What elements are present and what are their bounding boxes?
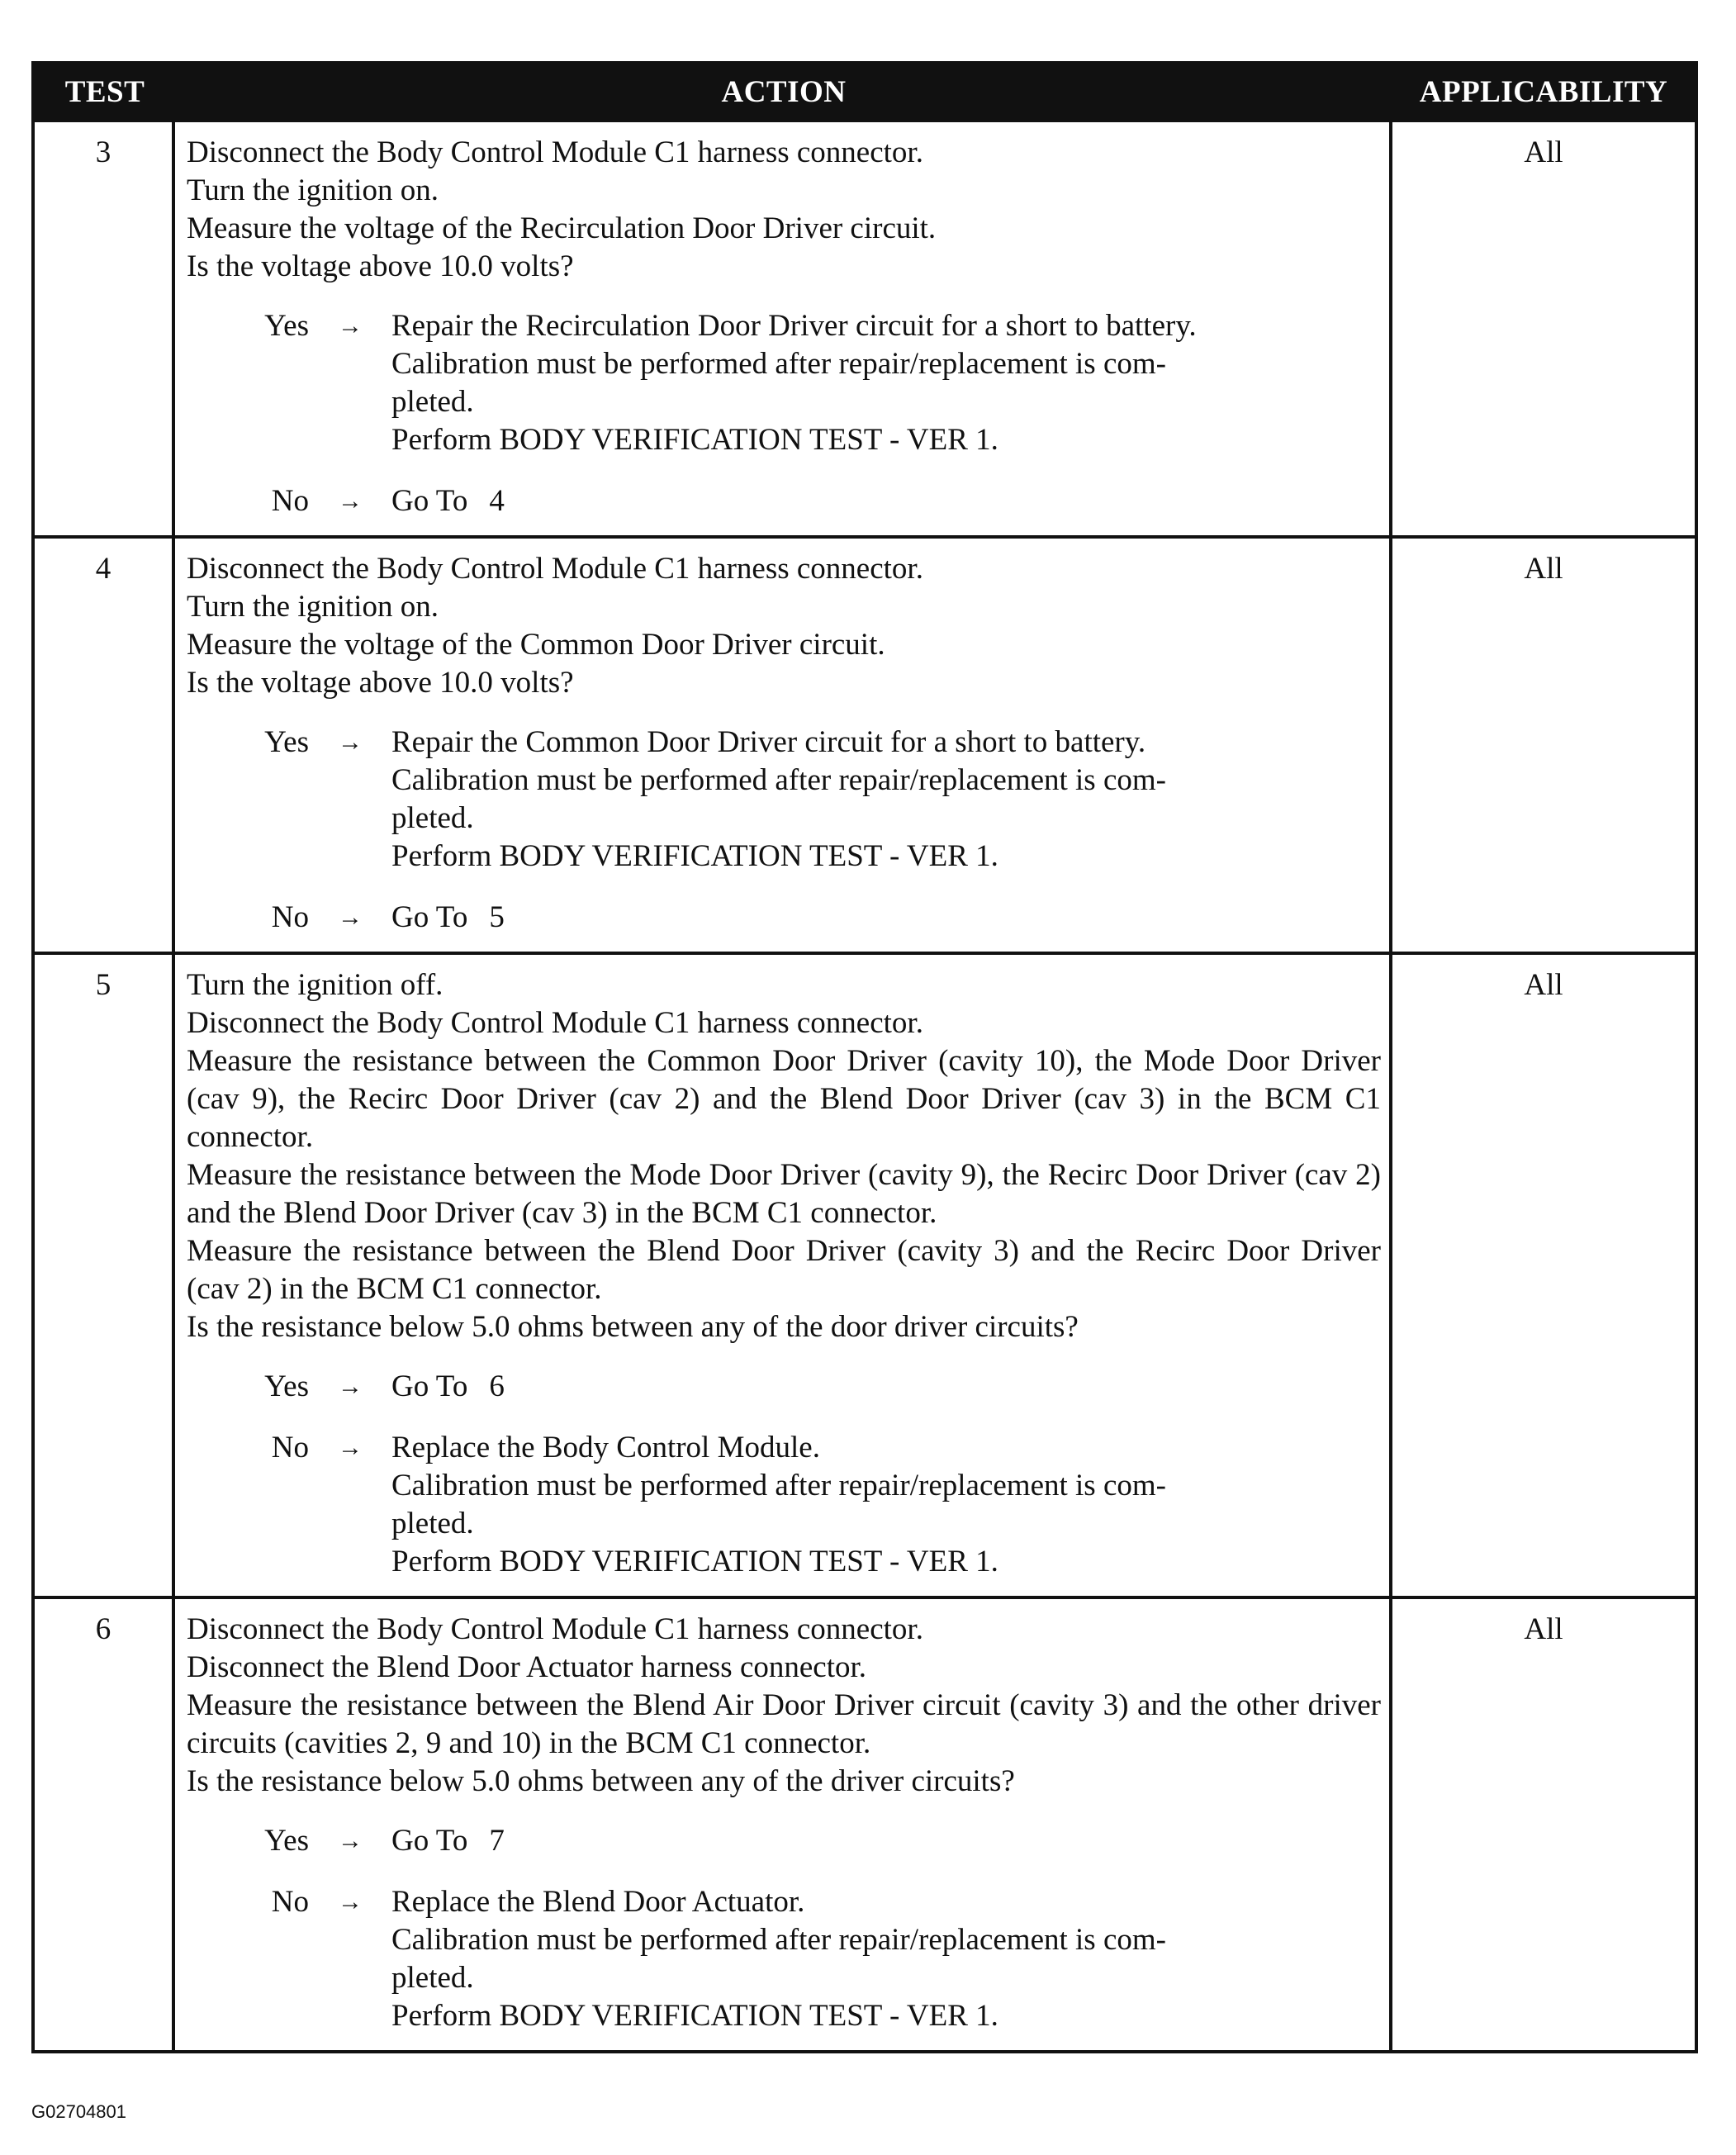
applicability-value: All	[1524, 968, 1563, 1002]
header-action: ACTION	[721, 74, 847, 109]
answer-no	[187, 1429, 1381, 1581]
answer-line: Perform BODY VERIFICATION TEST - VER 1.	[391, 1545, 998, 1578]
test-number: 3	[35, 122, 175, 535]
answer-text	[391, 1429, 1381, 1581]
diagnostic-table	[31, 61, 1698, 2053]
applicability-value: All	[1524, 135, 1563, 169]
goto-number: 6	[489, 1369, 505, 1403]
step-list	[187, 955, 1381, 1346]
goto-label: Go To	[391, 484, 468, 518]
answer-list	[187, 1801, 1381, 2050]
step: Disconnect the Body Control Module C1 harness connector.	[187, 135, 923, 169]
arrow-right-icon: →	[338, 1827, 363, 1854]
answer-yes	[187, 1368, 1381, 1406]
answer-no	[187, 1883, 1381, 2035]
answer-list	[187, 1346, 1381, 1596]
answer-yes	[187, 724, 1381, 876]
answer-line: Replace the Body Control Module.	[391, 1431, 820, 1464]
answer-line: pleted.	[391, 1507, 474, 1540]
answer-line: pleted.	[391, 1961, 474, 1995]
arrow-right-icon: →	[338, 729, 363, 756]
answer-label: Yes	[264, 1824, 309, 1858]
step-list	[187, 539, 1381, 702]
table-row	[35, 535, 1695, 952]
answer-yes	[187, 307, 1381, 459]
answer-line: Calibration must be performed after repair/replacement is com-	[391, 1923, 1166, 1957]
goto-label: Go To	[391, 1824, 468, 1858]
answer-line: Perform BODY VERIFICATION TEST - VER 1.	[391, 1999, 998, 2033]
step: Is the voltage above 10.0 volts?	[187, 666, 574, 700]
test-number: 4	[35, 539, 175, 952]
answer-no	[187, 899, 1381, 937]
arrow-right-icon: →	[338, 904, 363, 931]
answer-label: No	[271, 1885, 309, 1919]
step: Measure the resistance between the Blend Air Door Driver circuit (cavity 3) and the other driver circuits (cavities 2, 9 and 10) in the BCM C1 connector.	[187, 1688, 1381, 1760]
table-row	[35, 1596, 1695, 2050]
goto-link[interactable]	[391, 1368, 1381, 1406]
step-list	[187, 1599, 1381, 1801]
goto-label: Go To	[391, 1369, 468, 1403]
answer-line: pleted.	[391, 385, 474, 419]
step: Measure the resistance between the Blend Door Driver (cavity 3) and the Recirc Door Driver (cav 2) in the BCM C1 connector.	[187, 1234, 1381, 1306]
arrow-right-icon: →	[338, 1373, 363, 1400]
step: Measure the voltage of the Recirculation Door Driver circuit.	[187, 211, 937, 245]
answer-line: pleted.	[391, 801, 474, 835]
answer-label: Yes	[264, 1369, 309, 1403]
applicability-value: All	[1524, 1612, 1563, 1646]
step: Disconnect the Body Control Module C1 harness connector.	[187, 1006, 923, 1040]
step: Measure the voltage of the Common Door Driver circuit.	[187, 628, 885, 662]
answer-label: Yes	[264, 309, 309, 343]
test-number: 6	[35, 1599, 175, 2050]
action-cell	[175, 539, 1392, 952]
answer-line: Perform BODY VERIFICATION TEST - VER 1.	[391, 423, 998, 457]
answer-text	[391, 307, 1381, 459]
answer-line: Calibration must be performed after repair/replacement is com-	[391, 763, 1166, 797]
goto-link[interactable]	[391, 1822, 1381, 1860]
table-row	[35, 119, 1695, 535]
arrow-right-icon: →	[338, 1434, 363, 1461]
answer-list	[187, 286, 1381, 535]
table-header	[35, 64, 1695, 119]
action-cell	[175, 955, 1392, 1596]
applicability-value: All	[1524, 552, 1563, 586]
answer-label: No	[271, 1431, 309, 1464]
step: Disconnect the Body Control Module C1 harness connector.	[187, 552, 923, 586]
figure-id: G02704801	[31, 2101, 126, 2122]
answer-no	[187, 482, 1381, 520]
answer-line: Perform BODY VERIFICATION TEST - VER 1.	[391, 839, 998, 873]
arrow-right-icon: →	[338, 312, 363, 339]
action-cell	[175, 122, 1392, 535]
answer-list	[187, 702, 1381, 952]
header-test: TEST	[64, 74, 145, 109]
answer-text	[391, 1883, 1381, 2035]
goto-link[interactable]	[391, 482, 1381, 520]
answer-line: Repair the Common Door Driver circuit for a short to battery.	[391, 725, 1146, 759]
test-number: 5	[35, 955, 175, 1596]
table-row	[35, 952, 1695, 1596]
answer-label: Yes	[264, 725, 309, 759]
answer-yes	[187, 1822, 1381, 1860]
step: Measure the resistance between the Common Door Driver (cavity 10), the Mode Door Driver (cav 9), the Recirc Door Driver (cav 2) and the Blend Door Driver (cav 3) in the BCM C1 connector.	[187, 1044, 1381, 1154]
arrow-right-icon: →	[338, 1888, 363, 1915]
goto-number: 4	[489, 484, 505, 518]
answer-line: Repair the Recirculation Door Driver circuit for a short to battery.	[391, 309, 1197, 343]
step: Is the resistance below 5.0 ohms between any of the driver circuits?	[187, 1764, 1015, 1798]
answer-label: No	[271, 900, 309, 934]
step: Disconnect the Blend Door Actuator harness connector.	[187, 1650, 867, 1684]
answer-line: Replace the Blend Door Actuator.	[391, 1885, 805, 1919]
goto-number: 7	[489, 1824, 505, 1858]
step-list	[187, 122, 1381, 286]
header-applicability: APPLICABILITY	[1419, 74, 1668, 109]
step: Turn the ignition on.	[187, 173, 439, 207]
step: Is the resistance below 5.0 ohms between any of the door driver circuits?	[187, 1310, 1079, 1344]
answer-line: Calibration must be performed after repair/replacement is com-	[391, 347, 1166, 381]
action-cell	[175, 1599, 1392, 2050]
step: Disconnect the Body Control Module C1 harness connector.	[187, 1612, 923, 1646]
step: Turn the ignition off.	[187, 968, 443, 1002]
step: Is the voltage above 10.0 volts?	[187, 249, 574, 283]
answer-label: No	[271, 484, 309, 518]
step: Turn the ignition on.	[187, 590, 439, 624]
answer-text	[391, 724, 1381, 876]
answer-line: Calibration must be performed after repair/replacement is com-	[391, 1469, 1166, 1502]
arrow-right-icon: →	[338, 487, 363, 515]
goto-number: 5	[489, 900, 505, 934]
goto-label: Go To	[391, 900, 468, 934]
goto-link[interactable]	[391, 899, 1381, 937]
step: Measure the resistance between the Mode Door Driver (cavity 9), the Recirc Door Driver (cav 2) and the Blend Door Driver (cav 3) in the BCM C1 connector.	[187, 1158, 1381, 1230]
